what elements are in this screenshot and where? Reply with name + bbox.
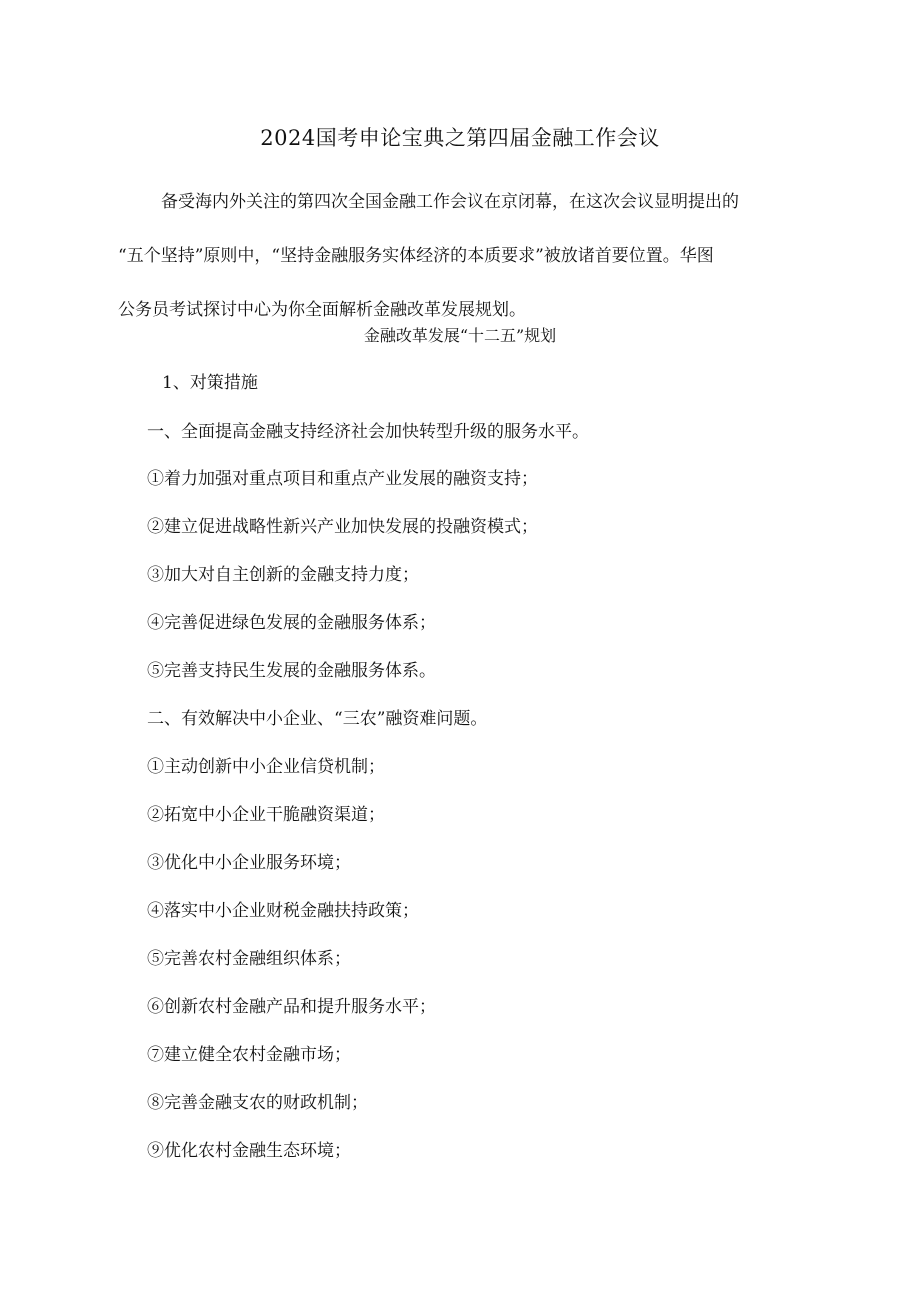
list-item: ④完善促进绿色发展的金融服务体系； (147, 613, 436, 633)
section-heading: 1、对策措施 (162, 373, 258, 393)
list-item: ⑨优化农村金融生态环境； (147, 1141, 351, 1161)
list-item: ①着力加强对重点项目和重点产业发展的融资支持； (147, 469, 538, 489)
list-item: ③优化中小企业服务环境； (147, 853, 351, 873)
list-item: ④落实中小企业财税金融扶持政策； (147, 901, 419, 921)
section-subtitle: 金融改革发展“十二五”规划 (363, 326, 557, 345)
list-item: ②建立促进战略性新兴产业加快发展的投融资模式； (147, 517, 538, 537)
intro-line: 备受海内外关注的第四次全国金融工作会议在京闭幕，在这次会议显明提出的 (161, 192, 739, 212)
list-item: ①主动创新中小企业信贷机制； (147, 757, 385, 777)
list-item: ③加大对自主创新的金融支持力度； (147, 565, 419, 585)
list-item: ⑦建立健全农村金融市场； (147, 1045, 351, 1065)
list-item: ⑧完善金融支农的财政机制； (147, 1093, 368, 1113)
part2-heading: 二、有效解决中小企业、“三农”融资难问题。 (147, 709, 488, 729)
list-item: ⑤完善支持民生发展的金融服务体系。 (147, 661, 436, 681)
list-item: ⑤完善农村金融组织体系； (147, 949, 351, 969)
document-title: 2024国考申论宝典之第四届金融工作会议 (260, 126, 660, 150)
part1-heading: 一、全面提高金融支持经济社会加快转型升级的服务水平。 (147, 422, 589, 442)
intro-paragraph (118, 175, 808, 337)
list-item: ②拓宽中小企业干脆融资渠道； (147, 805, 385, 825)
intro-line: 公务员考试探讨中心为你全面解析金融改革发展规划。 (118, 300, 526, 320)
intro-line: “五个坚持”原则中，“坚持金融服务实体经济的本质要求”被放诸首要位置。华图 (118, 246, 714, 266)
list-item: ⑥创新农村金融产品和提升服务水平； (147, 997, 436, 1017)
